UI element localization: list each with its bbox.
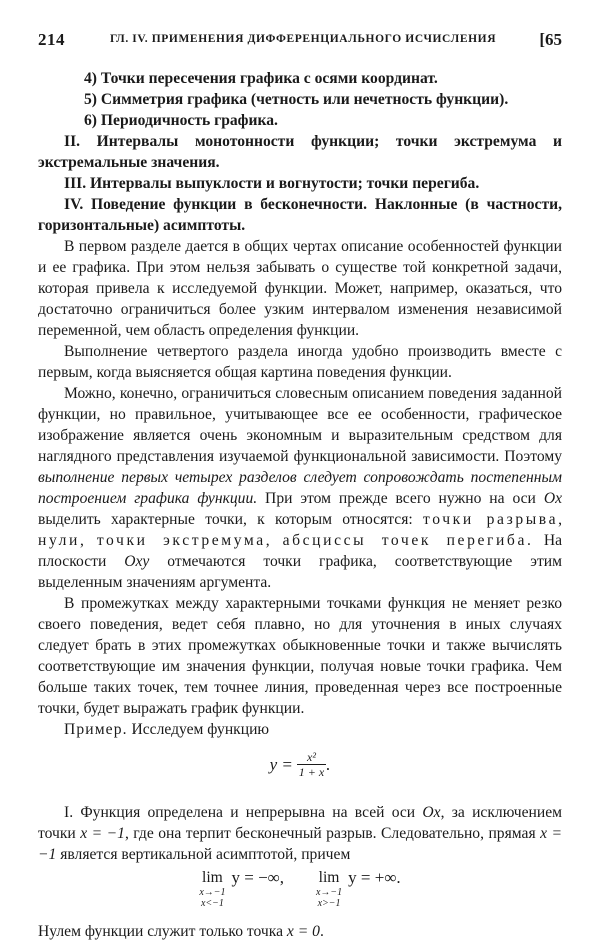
lim-operator: [199, 869, 225, 909]
left-limit: [199, 869, 284, 909]
text-run: , где она терпит бесконечный разрыв. Следовательно, прямая: [124, 825, 541, 842]
lim-value: y = −∞,: [231, 868, 285, 887]
lim-subscript: x→−1: [315, 887, 343, 898]
page-number-left: 214: [38, 30, 65, 49]
paragraph-fourth-section: Выполнение четвертого раздела иногда удобно производить вместе с первым, когда выясняется общая картина поведения функции.: [38, 343, 562, 381]
spaced-term-inflection: абсциссы точек перегиба: [282, 532, 527, 549]
text-run: , за исключением точки: [38, 804, 562, 842]
math-axis-ox: Ox: [543, 490, 562, 507]
math-axis-ox: Ox: [422, 804, 441, 821]
lim-value: y = +∞.: [348, 868, 401, 887]
text-run: отмечаются точки графика, соответствующие этим выделенным значениям аргумента.: [38, 553, 562, 591]
section-number-right: [65: [539, 30, 562, 49]
lim-subscript: x>−1: [317, 898, 341, 909]
math-asymptote: x = −1: [38, 825, 563, 863]
spaced-term-discontinuity: точки разрыва: [423, 511, 559, 528]
paragraph-zero: [38, 921, 562, 942]
paragraph-first-section: В первом разделе дается в общих чертах описание особенностей функции и ее графика. При этом нельзя забывать о существе той конкретной задачи, которая привела к исследуемой функции. Может, например, оказаться, что достаточно ограничиться более узким интервалом изменения независимой переменной, чем область определения функции.: [38, 238, 562, 339]
formula-denominator: 1 + x: [298, 765, 325, 779]
right-limit: [316, 869, 401, 909]
page-header: [38, 30, 562, 52]
text-run: ,: [79, 532, 97, 549]
lim-word: lim: [202, 869, 223, 886]
text-run: I. Функция определена и непрерывна на всей оси: [64, 804, 423, 821]
example-intro: [38, 719, 562, 740]
paragraph-domain: [38, 802, 562, 865]
text-run: Нулем функции служит только точка: [38, 923, 287, 940]
text-run: .: [319, 923, 324, 940]
outline-section-3: III. Интервалы выпуклости и вогнутости; точки перегиба.: [64, 175, 480, 192]
example-text: Исследуем функцию: [127, 721, 270, 738]
lim-subscript: x→−1: [199, 887, 226, 898]
formula-fraction: [297, 750, 326, 779]
display-formula: [38, 750, 562, 792]
outline-item-5: 5) Симметрия графика (четность или нечетность функции).: [84, 91, 509, 108]
math-plane-oxy: Oxy: [124, 553, 150, 570]
text-run: является вертикальной асимптотой, причем: [56, 846, 351, 863]
formula-numerator: x²: [307, 750, 316, 764]
spaced-term-extremum: точки экстремума: [96, 532, 266, 549]
page-body: [38, 68, 562, 942]
example-label: Пример.: [64, 721, 128, 738]
text-run: ,: [558, 511, 562, 528]
limits-formula: [38, 869, 562, 915]
lim-word: lim: [318, 869, 340, 886]
math-point: x = −1: [80, 825, 125, 842]
text-run: . На плоскости: [38, 532, 562, 570]
text-run: выделить характерные точки, к которым относятся:: [38, 511, 423, 528]
outline-section-2: II. Интервалы монотонности функции; точки экстремума и экстремальные значения.: [38, 133, 562, 171]
outline-section-4: IV. Поведение функции в бесконечности. Наклонные (в частности, горизонтальные) асимптоты.: [38, 196, 562, 234]
lim-operator: [316, 869, 342, 909]
spaced-term-zeros: нули: [38, 532, 80, 549]
emphasis-run: выполнение первых четырех разделов следует сопровождать постепенным построением графика функции.: [38, 469, 562, 507]
text-run: Можно, конечно, ограничиться словесным описанием поведения заданной функции, но правильное, учитывающее все ее особенности, графическое изображение является очень экономным и выразительным средством для наглядного представления изучаемой функциональной зависимости. Поэтому: [38, 385, 562, 465]
math-zero-point: x = 0: [286, 923, 320, 940]
outline-item-4: 4) Точки пересечения графика с осями координат.: [84, 70, 438, 87]
outline-item-6: 6) Периодичность графика.: [84, 112, 278, 129]
paragraph-intervals: В промежутках между характерными точками функция не меняет резко своего поведения, ведет себя плавно, но для уточнения в иных случаях следует брать в этих промежутках обыкновенные точки и также вычислять соответствующие им значения функции, получая новые точки графика. Чем больше таких точек, тем точнее линия, проведенная через все построенные точки, будет выражать график функции.: [38, 595, 562, 717]
text-run: ,: [265, 532, 283, 549]
formula-period: .: [326, 755, 331, 774]
paragraph-graph: [38, 383, 562, 593]
formula-lhs: y =: [269, 755, 293, 774]
running-head: ГЛ. IV. ПРИМЕНЕНИЯ ДИФФЕРЕНЦИАЛЬНОГО ИСЧИСЛЕНИЯ: [110, 33, 497, 45]
text-run: При этом прежде всего нужно на оси: [257, 490, 544, 507]
lim-subscript: x<−1: [200, 898, 224, 909]
